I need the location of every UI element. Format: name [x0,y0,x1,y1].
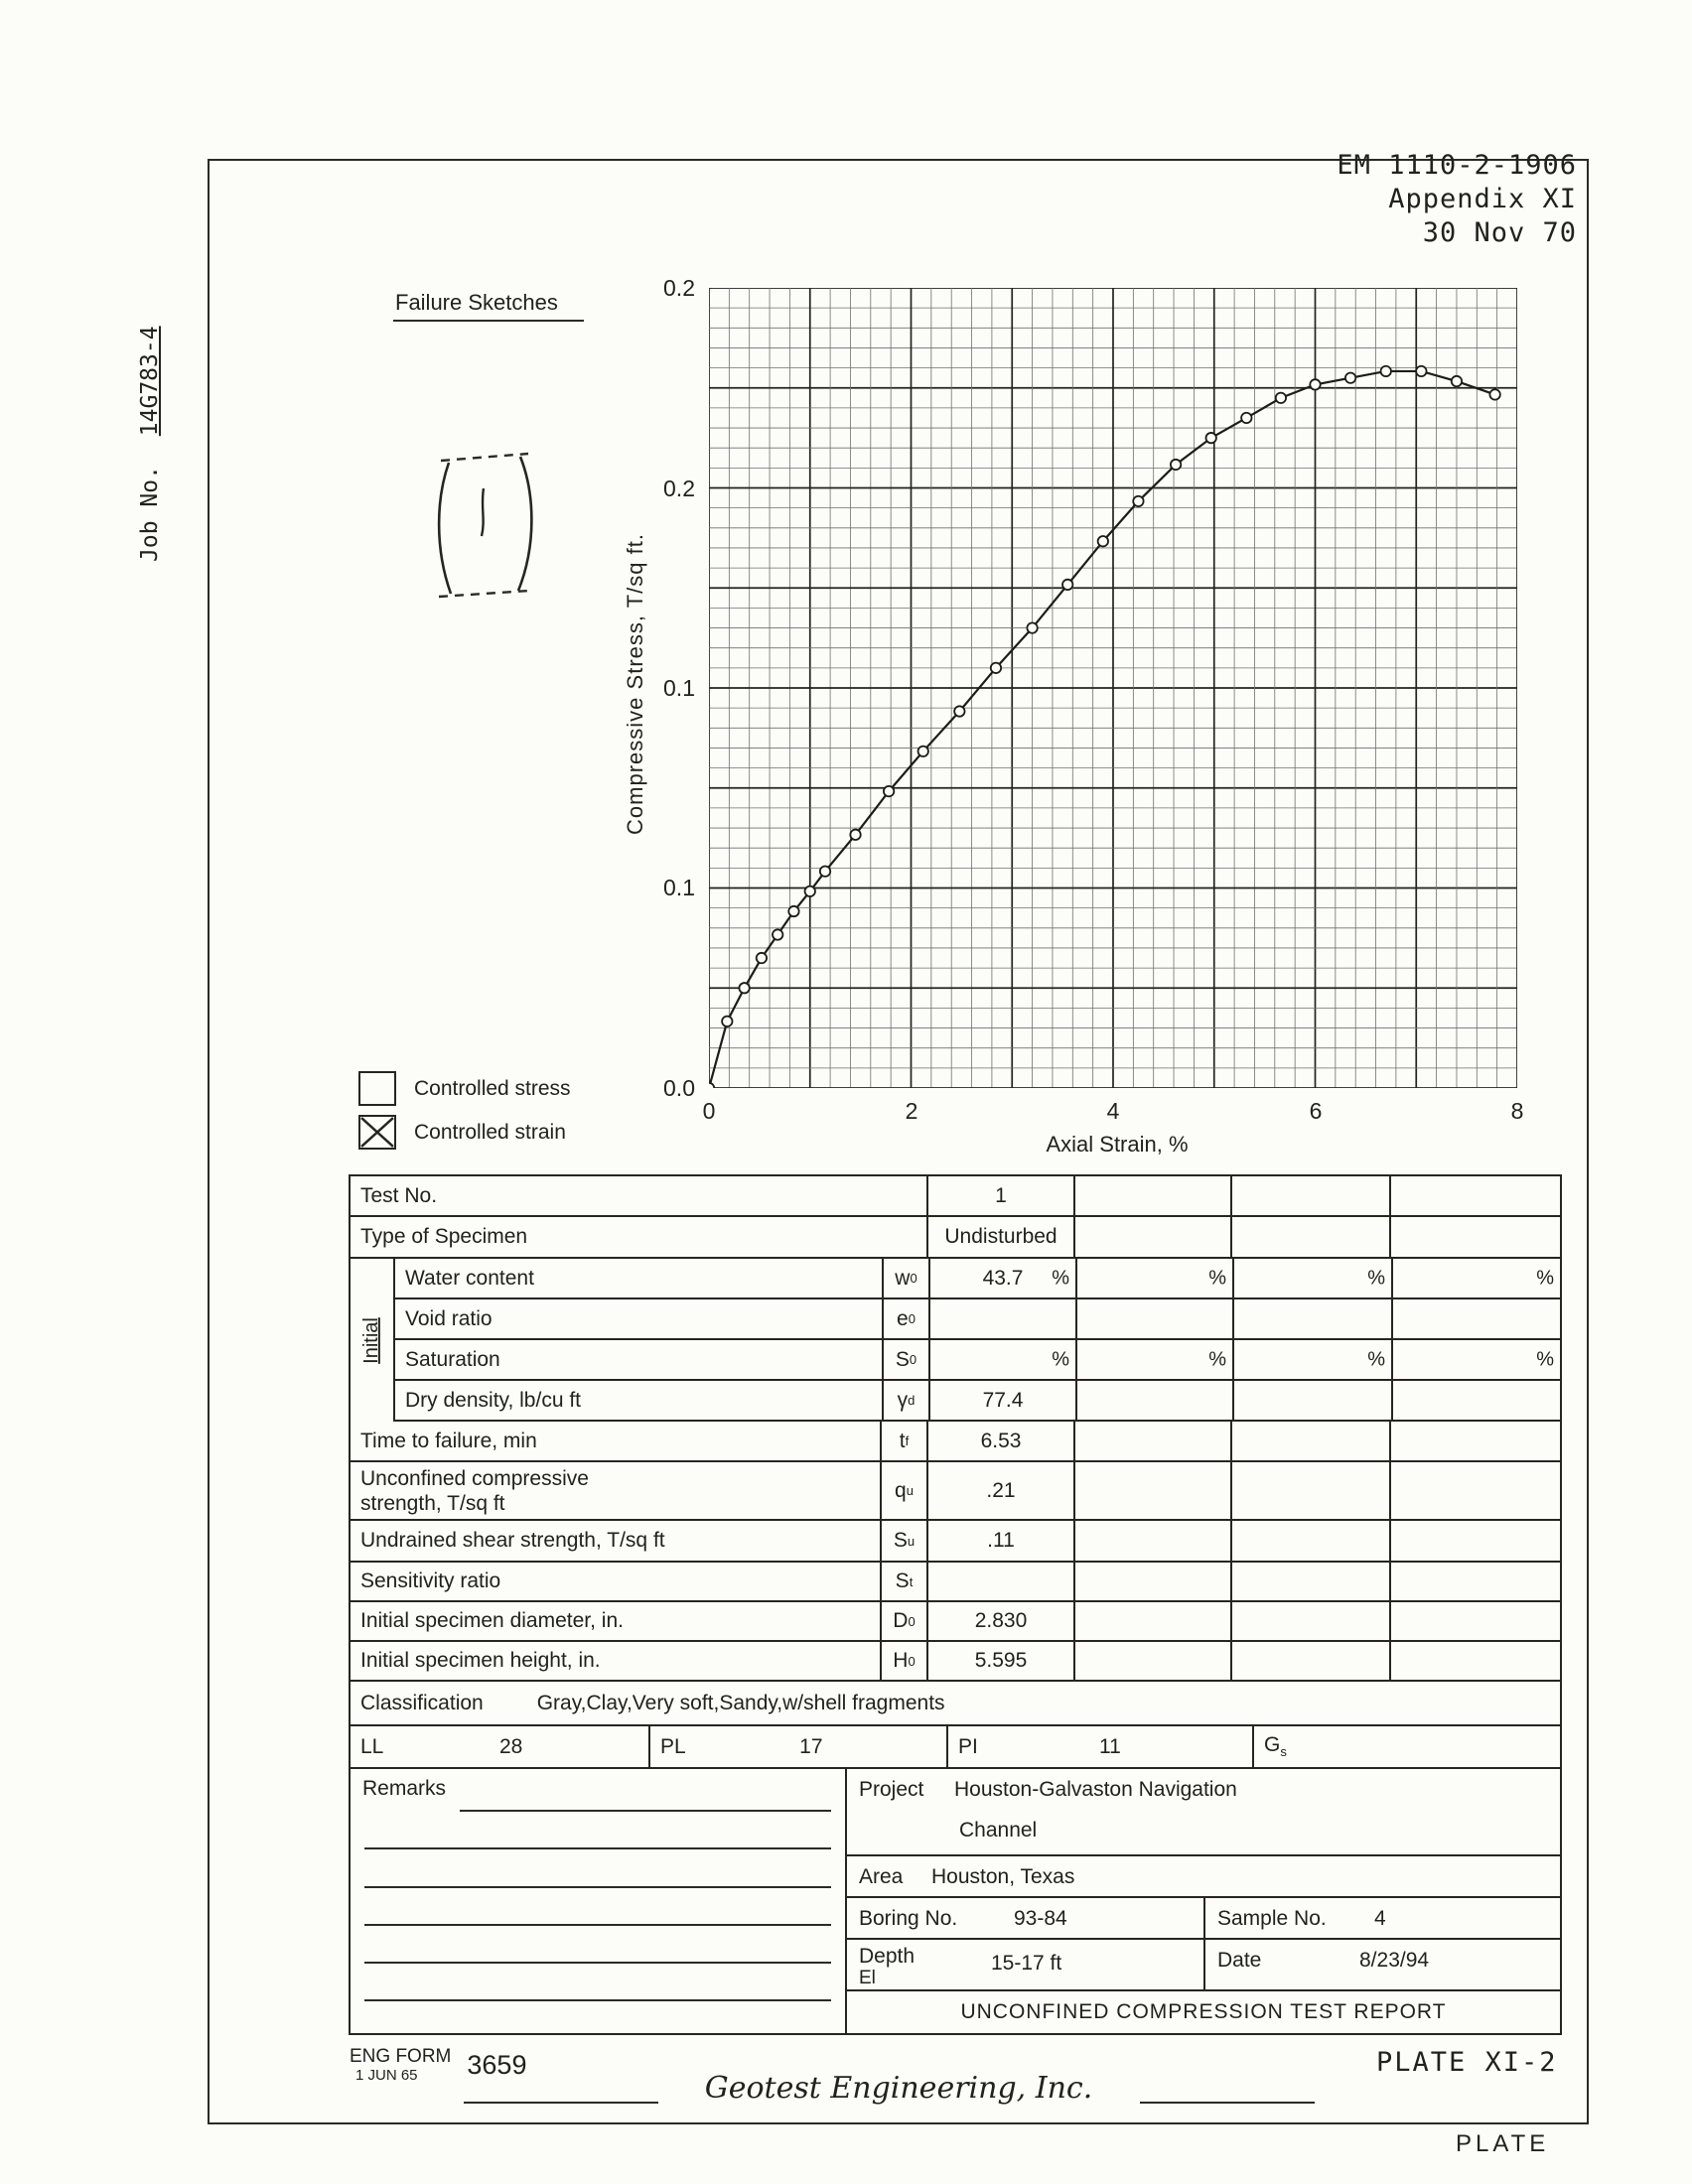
table-cell-empty [1230,1217,1389,1257]
table-cell-percent [1232,1259,1391,1297]
percent-sign: % [1536,1267,1554,1289]
symbol-h0: H 0 [880,1642,926,1680]
table-cell-percent [1075,1259,1232,1297]
row-label-void-ratio: Void ratio [405,1306,493,1330]
date-cell [1205,1940,1560,1989]
gs-label: $G_s$ [1264,1733,1287,1760]
remarks-line [364,1924,831,1926]
remarks-section [351,1769,845,2033]
project-name-line2: Channel [959,1819,1038,1842]
depth-value: 15-17 ft [991,1952,1062,1975]
doc-ref-em: EM 1110-2-1906 [1337,150,1577,181]
table-cell-empty [1389,1602,1560,1640]
table-cell-percent [1232,1340,1391,1379]
document-header [1337,149,1577,250]
table-cell-empty [1230,1602,1389,1640]
eng-form-number: 3659 [467,2050,527,2080]
symbol-d0: D 0 [880,1602,926,1640]
date-value: 8/23/94 [1359,1949,1430,1972]
table-row-time-to-failure [351,1422,1560,1462]
time-to-failure-value: 6.53 [926,1422,1073,1460]
footer-rule-left [464,2102,658,2104]
table-cell-empty [1075,1381,1232,1420]
pi-value: 11 [1099,1734,1121,1758]
row-label-undrained-strength: Undrained shear strength, T/sq ft [360,1529,665,1552]
eng-form-block [350,2047,526,2084]
project-section [845,1769,1560,2033]
table-cell-empty [1230,1462,1389,1519]
sample-cell [1205,1898,1560,1938]
company-name: Geotest Engineering, Inc. [704,2071,1093,2106]
table-row-unconfined-strength [351,1462,1560,1521]
y-tick-label: 0.1 [663,675,695,701]
sensitivity-value [926,1563,1073,1600]
symbol-e0: e 0 [882,1299,928,1338]
x-tick-label: 4 [1106,1098,1120,1124]
job-number [137,326,163,562]
footer-rule-right [1140,2102,1315,2104]
table-cell-percent [1075,1340,1232,1379]
x-tick-label: 0 [702,1098,716,1124]
percent-sign: % [1208,1348,1226,1370]
x-axis-title: Axial Strain, % [1046,1132,1189,1157]
stress-strain-plot [709,288,1517,1088]
pl-cell [648,1726,946,1767]
specimen-height-value: 5.595 [926,1642,1073,1680]
remarks-line [364,1999,831,2001]
plate-reference: PLATE XI-2 [1376,2047,1558,2078]
undrained-strength-value: .11 [926,1521,1073,1561]
x-mark-icon [360,1117,394,1148]
pi-label: PI [958,1734,978,1758]
percent-sign: % [1536,1348,1554,1370]
table-cell-empty [1230,1521,1389,1561]
table-cell-empty [1075,1299,1232,1338]
table-cell-empty [1389,1217,1560,1257]
depth-label: Depth [859,1945,916,1968]
project-name-line1: Houston-Galvaston Navigation [954,1778,1237,1801]
table-cell-empty [1232,1381,1391,1420]
depth-date-row [847,1940,1560,1991]
table-row-classification [351,1682,1560,1726]
x-tick-label: 2 [905,1098,918,1124]
table-cell-percent [1391,1259,1560,1297]
doc-ref-appendix: Appendix XI [1388,184,1577,214]
project-row [847,1769,1560,1856]
controlled-stress-checkbox [358,1071,396,1106]
sample-label: Sample No. [1217,1907,1327,1930]
table-cell-empty [1232,1299,1391,1338]
row-label-unconfined-strength: Unconfined compressive strength, T/sq ft [360,1466,589,1515]
row-label-specimen-type: Type of Specimen [360,1225,528,1248]
remarks-label: Remarks [362,1777,447,1800]
percent-sign: % [1367,1348,1385,1370]
classification-cell [351,1682,1560,1724]
y-tick-label: 0.1 [663,875,695,900]
y-tick-label: 0.0 [663,1075,695,1101]
pl-value: 17 [799,1734,823,1758]
remarks-project-block [351,1769,1560,2033]
x-tick-label: 6 [1309,1098,1323,1124]
table-cell-empty [1073,1176,1230,1215]
controlled-strain-label: Controlled strain [414,1121,566,1144]
table-cell-empty [1230,1422,1389,1460]
percent-sign: % [1367,1267,1385,1289]
boring-value: 93-84 [1014,1907,1067,1930]
crack-line [482,488,484,536]
table-cell-empty [1073,1521,1230,1561]
area-value: Houston, Texas [931,1865,1075,1888]
unconfined-strength-value: .21 [926,1462,1073,1519]
y-axis-title: Compressive Stress, T/sq ft. [623,533,647,835]
area-label: Area [859,1865,904,1888]
date-label: Date [1217,1949,1262,1972]
table-row-atterberg [351,1726,1560,1769]
initial-group-label: Initial [351,1259,395,1422]
table-cell-empty [1230,1563,1389,1600]
failure-sketch-specimen [427,445,542,608]
remarks-line [364,1847,831,1849]
table-cell-empty [1230,1642,1389,1680]
area-row [847,1856,1560,1898]
remarks-line [364,1962,831,1964]
classification-label: Classification [360,1691,484,1714]
table-cell-empty [1389,1642,1560,1680]
doc-ref-date: 30 Nov 70 [1422,217,1577,248]
table-row-dry-density [395,1381,1560,1422]
row-label-water-content: Water content [405,1266,534,1290]
symbol-gamma-d: γ d [882,1381,928,1420]
table-cell-empty [1391,1381,1560,1420]
test-data-table [349,1174,1562,2035]
job-number-value: 14G783-4 [137,326,163,437]
report-title: UNCONFINED COMPRESSION TEST REPORT [960,2000,1447,2023]
void-ratio-value [928,1299,1075,1338]
row-label-specimen-diameter: Initial specimen diameter, in. [360,1609,624,1632]
el-label: El [859,1968,876,1988]
symbol-s0: S 0 [882,1340,928,1379]
table-row-specimen-type [351,1217,1560,1259]
table-row-void-ratio [395,1299,1560,1340]
table-row-undrained-strength [351,1521,1560,1563]
failure-sketches-label: Failure Sketches [393,290,584,322]
table-row-water-content [395,1259,1560,1299]
classification-value: Gray,Clay,Very soft,Sandy,w/shell fragments [536,1691,945,1714]
specimen-diameter-value: 2.830 [926,1602,1073,1640]
table-cell-empty [1073,1563,1230,1600]
specimen-type-value: Undisturbed [926,1217,1073,1257]
symbol-su: S u [880,1521,926,1561]
job-number-label: Job No. [137,466,163,562]
table-row-sensitivity [351,1563,1560,1602]
symbol-qu: q u [880,1462,926,1519]
y-tick-label: 0.2 [663,275,695,301]
row-label-test-no: Test No. [360,1183,438,1207]
table-cell-empty [1389,1176,1560,1215]
eng-form-label: ENG FORM [350,2046,452,2067]
pl-label: PL [660,1734,686,1758]
table-cell-empty [1073,1422,1230,1460]
row-label-sensitivity: Sensitivity ratio [360,1570,501,1592]
ll-value: 28 [499,1734,523,1758]
table-cell-empty [1073,1602,1230,1640]
table-row-specimen-diameter [351,1602,1560,1642]
project-label: Project [859,1778,924,1801]
test-no-value: 1 [926,1176,1073,1215]
depth-cell [847,1940,1205,1989]
row-label-time-to-failure: Time to failure, min [360,1429,537,1452]
symbol-w0: w 0 [882,1259,928,1297]
x-tick-label: 8 [1510,1098,1524,1124]
dry-density-value: 77.4 [928,1381,1075,1420]
table-cell-empty [1389,1521,1560,1561]
table-row-test-no [351,1176,1560,1217]
table-cell-empty [1230,1176,1389,1215]
remarks-line [460,1810,831,1812]
table-cell-empty [1389,1422,1560,1460]
eng-form-date: 1 JUN 65 [355,2067,418,2084]
table-cell-percent [928,1340,1075,1379]
sample-value: 4 [1374,1907,1386,1930]
y-tick-label: 0.2 [663,476,695,501]
table-cell-empty [1389,1563,1560,1600]
row-label-specimen-height: Initial specimen height, in. [360,1649,601,1672]
symbol-st: S t [880,1563,926,1600]
symbol-tf: t f [880,1422,926,1460]
row-label-dry-density: Dry density, lb/cu ft [405,1388,582,1412]
table-cell-empty [1073,1642,1230,1680]
pi-cell [946,1726,1252,1767]
percent-sign: % [1052,1348,1069,1370]
table-cell-empty [1391,1299,1560,1338]
ll-label: LL [360,1734,384,1758]
boring-label: Boring No. [859,1907,958,1930]
percent-sign: % [1052,1267,1069,1289]
boring-cell [847,1898,1205,1938]
percent-sign: % [1208,1267,1226,1289]
table-cell-empty [1073,1217,1230,1257]
table-cell-empty [1073,1462,1230,1519]
table-row-saturation [395,1340,1560,1381]
ll-cell [351,1726,648,1767]
remarks-line [364,1886,831,1888]
controlled-stress-label: Controlled stress [414,1077,571,1100]
table-row-specimen-height [351,1642,1560,1682]
controlled-strain-checkbox-checked [358,1115,396,1150]
gs-cell [1252,1726,1560,1767]
table-cell-percent [1391,1340,1560,1379]
plate-word: PLATE [1456,2130,1550,2157]
water-content-value: 43.7 % [928,1259,1075,1297]
row-label-saturation: Saturation [405,1347,500,1371]
boring-sample-row [847,1898,1560,1940]
table-cell-empty [1389,1462,1560,1519]
